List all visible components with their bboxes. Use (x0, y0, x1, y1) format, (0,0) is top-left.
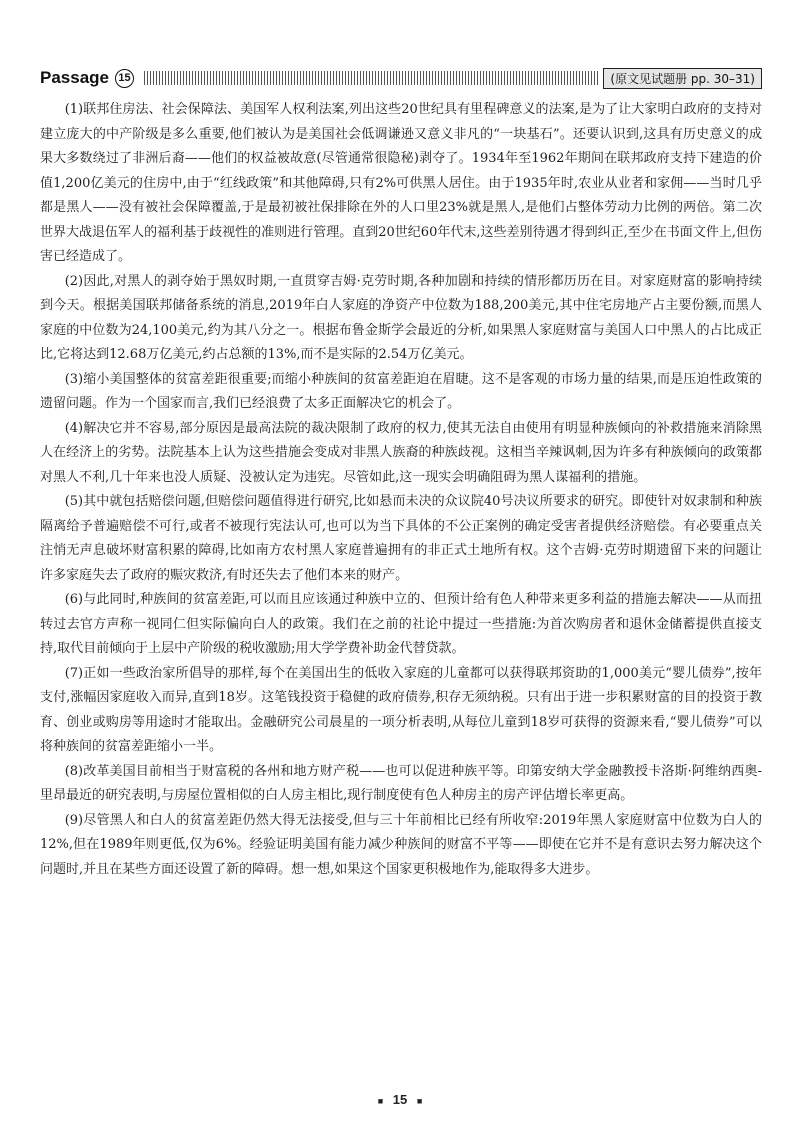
header-hatch-divider (144, 71, 599, 85)
paragraph-5: (5)其中就包括赔偿问题,但赔偿问题值得进行研究,比如悬而未决的众议院40号决议所要求的研究。即使针对奴隶制和种族隔离给予普遍赔偿不可行,或者不被现行宪法认可,也可以为当下具体的不公正案例的确定受害者提供经济赔偿。有必要重点关注悄无声息破坏财富积累的障碍,比如南方农村黑人家庭普遍拥有的非正式土地所有权。这个吉姆·克劳时期遗留下来的问题让许多家庭失去了政府的赈灾救济,有时还失去了他们本来的财产。 (40, 494, 762, 583)
passage-word: Passage (40, 68, 109, 87)
paragraph-2: (2)因此,对黑人的剥夺始于黑奴时期,一直贯穿吉姆·克劳时期,各种加剧和持续的情形都历历在目。对家庭财富的影响持续到今天。根据美国联邦储备系统的消息,2019年白人家庭的净资产中位数为188,200美元,其中住宅房地产占主要份额,而黑人家庭的中位数为24,100美元,约为其八分之一。根据布鲁金斯学会最近的分析,如果黑人家庭财富与美国人口中黑人的占比成正比,它将达到12.68万亿美元,约占总额的13%,而不是实际的2.54万亿美元。 (40, 273, 762, 362)
passage-number-badge: 15 (115, 69, 134, 88)
paragraph-8: (8)改革美国目前相当于财富税的各州和地方财产税——也可以促进种族平等。印第安纳大学金融教授卡洛斯·阿维纳西奥-里昂最近的研究表明,与房屋位置相似的白人房主相比,现行制度使有色人种房主的房产评估增长率更高。 (40, 763, 762, 803)
paragraph-7: (7)正如一些政治家所倡导的那样,每个在美国出生的低收入家庭的儿童都可以获得联邦资助的1,000美元“婴儿债券”,按年支付,涨幅因家庭收入而异,直到18岁。这笔钱投资于稳健的政府债券,积存无须纳税。只有出于进一步积累财富的目的投资于教育、创业或购房等用途时才能取出。金融研究公司晨星的一项分析表明,从每位儿童到18岁可获得的资源来看,“婴儿债券”可以将种族间的贫富差距缩小一半。 (40, 665, 762, 754)
passage-body (40, 98, 762, 882)
paragraph-6: (6)与此同时,种族间的贫富差距,可以而且应该通过种族中立的、但预计给有色人种带来更多利益的措施去解决——从而扭转过去官方声称一视同仁但实际偏向白人的政策。我们在之前的社论中提过一些措施:为首次购房者和退休金储蓄提供直接支持,取代目前倾向于上层中产阶级的税收激励;用大学学费补助金代替贷款。 (40, 592, 762, 656)
paragraph-9: (9)尽管黑人和白人的贫富差距仍然大得无法接受,但与三十年前相比已经有所收窄:2019年黑人家庭财富中位数为白人的12%,但在1989年则更低,仅为6%。经验证明美国有能力减少种族间的财富不平等——即使在它并不是有意识去努力解决这个问题时,并且在某些方面还设置了新的障碍。想一想,如果这个国家更积极地作为,能取得多大进步。 (40, 812, 762, 877)
paragraph-3: (3)缩小美国整体的贫富差距很重要;而缩小种族间的贫富差距迫在眉睫。这不是客观的市场力量的结果,而是压迫性政策的遗留问题。作为一个国家而言,我们已经浪费了太多正面解决它的机会了。 (40, 371, 762, 411)
footer-dot-right: ■ (416, 1095, 423, 1106)
page-number: 15 (392, 1092, 408, 1107)
passage-header (40, 67, 762, 89)
paragraph-1: (1)联邦住房法、社会保障法、美国军人权利法案,列出这些20世纪具有里程碑意义的法案,是为了让大家明白政府的支持对建立庞大的中产阶级是多么重要,他们被认为是美国社会低调谦逊又意义非凡的“一块基石”。还要认识到,这具有历史意义的成果大多数绕过了非洲后裔——他们的权益被故意(尽管通常很隐秘)剥夺了。1934年至1962年期间在联邦政府支持下建造的价值1,200亿美元的住房中,由于“红线政策”和其他障碍,只有2%可供黑人居住。由于1935年时,农业从业者和家佣——当时几乎都是黑人——没有被社会保障覆盖,于是最初被社保排除在外的人口里23%就是黑人,是他们占整体劳动力比例的两倍。第二次世界大战退伍军人的福利基于歧视性的准则进行管理。直到20世纪60年代末,这些差别待遇才得到纠正,至少在书面文件上,但伤害已经造成了。 (40, 102, 762, 264)
passage-label (40, 68, 140, 88)
page-footer (0, 1092, 800, 1107)
paragraph-4: (4)解决它并不容易,部分原因是最高法院的裁决限制了政府的权力,使其无法自由使用有明显种族倾向的补救措施来消除黑人在经济上的劣势。法院基本上认为这些措施会变成对非黑人族裔的种族歧视。这相当辛辣讽刺,因为许多有种族倾向的政策都对黑人不利,几十年来也没人质疑、没被认定为违宪。尽管如此,这一现实会明确阻碍为黑人谋福利的措施。 (40, 420, 762, 485)
reference-box: (原文见试题册 pp. 30–31) (603, 68, 762, 89)
footer-dot-left: ■ (377, 1095, 384, 1106)
